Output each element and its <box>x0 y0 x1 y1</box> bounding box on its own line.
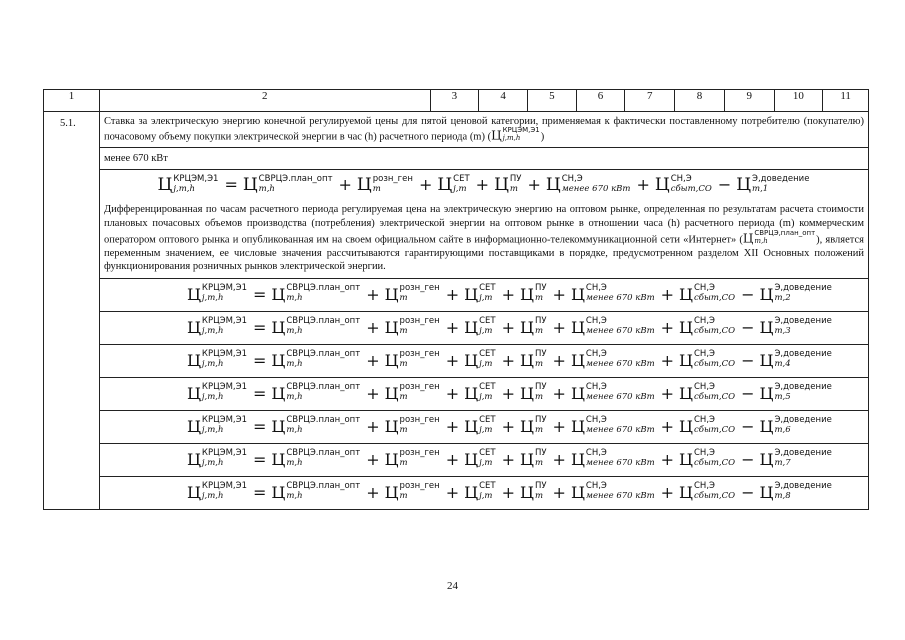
term-sbyt: Ц СН,Э сбыт,СО <box>679 382 736 403</box>
term-set: Ц СЕТ j,m <box>464 349 496 370</box>
term-sbyt: Ц СН,Э сбыт,СО <box>679 283 736 304</box>
operator: + <box>445 482 460 502</box>
operator: + <box>501 284 515 304</box>
operator: + <box>636 175 650 195</box>
formula-row <box>44 443 869 476</box>
operator: + <box>552 449 566 469</box>
term-sbyt: Ц СН,Э сбыт,СО <box>679 448 736 469</box>
operator: − <box>741 383 755 403</box>
term-rozn-gen: Ц розн_ген m <box>384 349 440 370</box>
term-krcem: Ц КРЦЭМ,Э1 j,m,h <box>157 173 219 196</box>
operator: + <box>501 383 515 403</box>
formula <box>100 279 868 311</box>
operator: = <box>252 284 267 304</box>
operator: + <box>366 416 380 436</box>
operator: + <box>552 284 566 304</box>
term-krcem: Ц КРЦЭМ,Э1 j,m,h <box>186 349 247 370</box>
operator: + <box>366 383 380 403</box>
term-svrce: Ц СВРЦЭ.план_опт m,h <box>271 316 361 337</box>
explanation <box>104 202 864 274</box>
formula-cell <box>99 311 868 344</box>
formula <box>100 411 868 443</box>
explanation-text: Дифференцированная по часам расчетного периода регулируемая цена на электрическую энергию на оптовом рынке, определенная по результатам расчета стоимости плановых почасовых объемов производства (потребления) электрической энергии на оптовом рынке в отношении часа (h) расчетного периода (m) коммерческим оператором оптового рынка и опубликованная им на своем официальном сайте в информационно-телекоммуникационной сети «Интернет» ( <box>103 204 864 246</box>
term-set: Ц СЕТ j,m <box>464 481 496 502</box>
operator: − <box>741 416 755 436</box>
term-set: Ц СЕТ j,m <box>464 448 496 469</box>
term-sn-low: Ц СН,Э менее 670 кВт <box>570 316 655 337</box>
operator: = <box>252 383 267 403</box>
term-krcem: Ц КРЦЭМ,Э1 j,m,h <box>186 316 247 337</box>
term-sn-low: Ц СН,Э менее 670 кВт <box>570 448 655 469</box>
term-rozn-gen: Ц розн_ген m <box>384 283 440 304</box>
formula <box>100 345 868 377</box>
term-krcem: Ц КРЦЭМ,Э1 j,m,h <box>186 382 247 403</box>
term-sn-low: Ц СН,Э менее 670 кВт <box>545 173 631 196</box>
operator: + <box>418 175 433 195</box>
tariff-table <box>43 89 869 510</box>
term-pu: Ц ПУ m <box>494 173 522 196</box>
operator: + <box>552 317 566 337</box>
term-sbyt: Ц СН,Э сбыт,СО <box>679 316 736 337</box>
operator: + <box>552 482 566 502</box>
term-rozn-gen: Ц розн_ген m <box>384 382 440 403</box>
operator: = <box>252 350 267 370</box>
operator: + <box>660 416 675 436</box>
explanation-symbol: Ц СВРЦЭ,план_опт m,h <box>742 228 816 246</box>
header-cell: 10 <box>774 90 823 112</box>
operator: + <box>501 416 515 436</box>
header-cell: 9 <box>724 90 774 112</box>
operator: = <box>224 175 238 195</box>
header-cell: 4 <box>479 90 528 112</box>
page-number: 24 <box>447 580 458 592</box>
header-cell: 8 <box>675 90 725 112</box>
operator: + <box>445 317 460 337</box>
operator: + <box>501 350 515 370</box>
header-cell: 3 <box>430 90 479 112</box>
formula-row <box>44 278 869 311</box>
term-svrce: Ц СВРЦЭ.план_опт m,h <box>242 173 333 196</box>
operator: = <box>252 482 267 502</box>
term-pu: Ц ПУ m <box>520 448 547 469</box>
term-sbyt: Ц СН,Э сбыт,СО <box>679 349 736 370</box>
term-sn-low: Ц СН,Э менее 670 кВт <box>570 283 655 304</box>
operator: + <box>366 284 380 304</box>
operator: + <box>660 482 675 502</box>
operator: − <box>741 350 755 370</box>
term-set: Ц СЕТ j,m <box>464 283 496 304</box>
formula-row <box>44 410 869 443</box>
term-dovedenie: Ц Э,доведение m,3 <box>759 316 832 337</box>
term-sn-low: Ц СН,Э менее 670 кВт <box>570 349 655 370</box>
formula-cell <box>99 278 868 311</box>
header-cell: 1 <box>44 90 100 112</box>
formula-main-row <box>44 170 869 279</box>
term-pu: Ц ПУ m <box>520 481 547 502</box>
formula-cell <box>99 410 868 443</box>
term-dovedenie: Ц Э,доведение m,8 <box>759 481 832 502</box>
operator: + <box>366 449 380 469</box>
term-svrce: Ц СВРЦЭ.план_опт m,h <box>271 283 361 304</box>
operator: + <box>501 317 515 337</box>
term-sbyt: Ц СН,Э сбыт,СО <box>679 481 736 502</box>
header-cell: 7 <box>625 90 675 112</box>
title-symbol: Ц КРЦЭМ,Э1 j,m,h <box>491 126 540 143</box>
operator: + <box>445 284 460 304</box>
formula-row <box>44 344 869 377</box>
term-set: Ц СЕТ j,m <box>437 173 470 196</box>
operator: + <box>660 383 675 403</box>
formula <box>100 312 868 344</box>
term-set: Ц СЕТ j,m <box>464 415 496 436</box>
operator: + <box>366 482 380 502</box>
operator: = <box>252 449 267 469</box>
formula-cell <box>99 443 868 476</box>
term-dovedenie: Ц Э,доведение m,6 <box>759 415 832 436</box>
formula-row <box>44 311 869 344</box>
operator: + <box>660 317 675 337</box>
operator: + <box>445 449 460 469</box>
term-svrce: Ц СВРЦЭ.план_опт m,h <box>271 415 361 436</box>
operator: + <box>660 449 675 469</box>
section-number: 5.1. <box>44 112 100 510</box>
formula-cell <box>99 377 868 410</box>
operator: − <box>741 449 755 469</box>
term-sn-low: Ц СН,Э менее 670 кВт <box>570 415 655 436</box>
term-pu: Ц ПУ m <box>520 349 547 370</box>
term-svrce: Ц СВРЦЭ.план_опт m,h <box>271 448 361 469</box>
formula-main-cell <box>99 170 868 279</box>
operator: − <box>741 317 755 337</box>
operator: + <box>660 284 675 304</box>
operator: + <box>445 350 460 370</box>
formula <box>100 378 868 410</box>
operator: + <box>445 383 460 403</box>
explanation-text-end: ), является переменным значением, ее числовые значения рассчитываются гарантирующими поставщиками в порядке, предусмотренном разделом XII Основных положений функционирования розничных рынков электрической энергии. <box>103 234 864 273</box>
formula <box>100 444 868 476</box>
operator: − <box>741 284 755 304</box>
term-pu: Ц ПУ m <box>520 283 547 304</box>
capacity-row <box>44 148 869 170</box>
term-pu: Ц ПУ m <box>520 382 547 403</box>
operator: + <box>475 175 490 195</box>
operator: + <box>552 383 566 403</box>
term-krcem: Ц КРЦЭМ,Э1 j,m,h <box>186 481 247 502</box>
term-sn-low: Ц СН,Э менее 670 кВт <box>570 481 655 502</box>
operator: + <box>552 416 566 436</box>
term-rozn-gen: Ц розн_ген m <box>384 415 440 436</box>
operator: + <box>501 482 515 502</box>
formula-cell <box>99 344 868 377</box>
term-krcem: Ц КРЦЭМ,Э1 j,m,h <box>186 415 247 436</box>
term-set: Ц СЕТ j,m <box>464 382 496 403</box>
term-rozn-gen: Ц розн_ген m <box>384 316 440 337</box>
operator: − <box>717 175 732 195</box>
operator: = <box>252 317 267 337</box>
term-pu: Ц ПУ m <box>520 316 547 337</box>
header-cell: 2 <box>99 90 430 112</box>
term-sbyt: Ц СН,Э сбыт,СО <box>654 173 712 196</box>
operator: + <box>366 350 380 370</box>
formula <box>100 477 868 509</box>
operator: − <box>741 482 755 502</box>
term-pu: Ц ПУ m <box>520 415 547 436</box>
term-dovedenie: Ц Э,доведение m,1 <box>736 173 810 196</box>
term-rozn-gen: Ц розн_ген m <box>384 448 440 469</box>
header-cell: 5 <box>527 90 576 112</box>
header-row <box>44 90 869 112</box>
term-rozn-gen: Ц розн_ген m <box>356 173 413 196</box>
term-dovedenie: Ц Э,доведение m,2 <box>759 283 832 304</box>
section-title: Ставка за электрическую энергию конечной регулируемой цены для пятой ценовой категории, применяемая к фактически поставленному потребителю (покупателю) почасовому объему покупки электрической энергии в час (h) расчетного периода (m) (Ц КРЦЭМ,Э1 j,m,h ) <box>99 112 868 148</box>
operator: + <box>527 175 541 195</box>
operator: + <box>445 416 460 436</box>
section-title-text: Ставка за электрическую энергию конечной регулируемой цены для пятой ценовой категории, применяемая к фактически поставленному потребителю (покупателю) почасовому объему покупки электрической энергии в час (h) расчетного периода (m) ( <box>103 116 864 143</box>
operator: + <box>338 175 352 195</box>
term-krcem: Ц КРЦЭМ,Э1 j,m,h <box>186 448 247 469</box>
term-sn-low: Ц СН,Э менее 670 кВт <box>570 382 655 403</box>
term-rozn-gen: Ц розн_ген m <box>384 481 440 502</box>
term-dovedenie: Ц Э,доведение m,5 <box>759 382 832 403</box>
term-svrce: Ц СВРЦЭ.план_опт m,h <box>271 349 361 370</box>
operator: + <box>366 317 380 337</box>
term-svrce: Ц СВРЦЭ.план_опт m,h <box>271 481 361 502</box>
term-sbyt: Ц СН,Э сбыт,СО <box>679 415 736 436</box>
term-krcem: Ц КРЦЭМ,Э1 j,m,h <box>186 283 247 304</box>
operator: + <box>552 350 566 370</box>
formula-row <box>44 377 869 410</box>
term-svrce: Ц СВРЦЭ.план_опт m,h <box>271 382 361 403</box>
term-dovedenie: Ц Э,доведение m,4 <box>759 349 832 370</box>
formula <box>104 173 864 202</box>
formula-row <box>44 476 869 509</box>
operator: = <box>252 416 267 436</box>
term-dovedenie: Ц Э,доведение m,7 <box>759 448 832 469</box>
header-cell: 6 <box>576 90 625 112</box>
section-title-row <box>44 112 869 148</box>
header-cell: 11 <box>823 90 869 112</box>
term-set: Ц СЕТ j,m <box>464 316 496 337</box>
formula-cell <box>99 476 868 509</box>
operator: + <box>501 449 515 469</box>
capacity-label: менее 670 кВт <box>99 148 868 170</box>
operator: + <box>660 350 675 370</box>
